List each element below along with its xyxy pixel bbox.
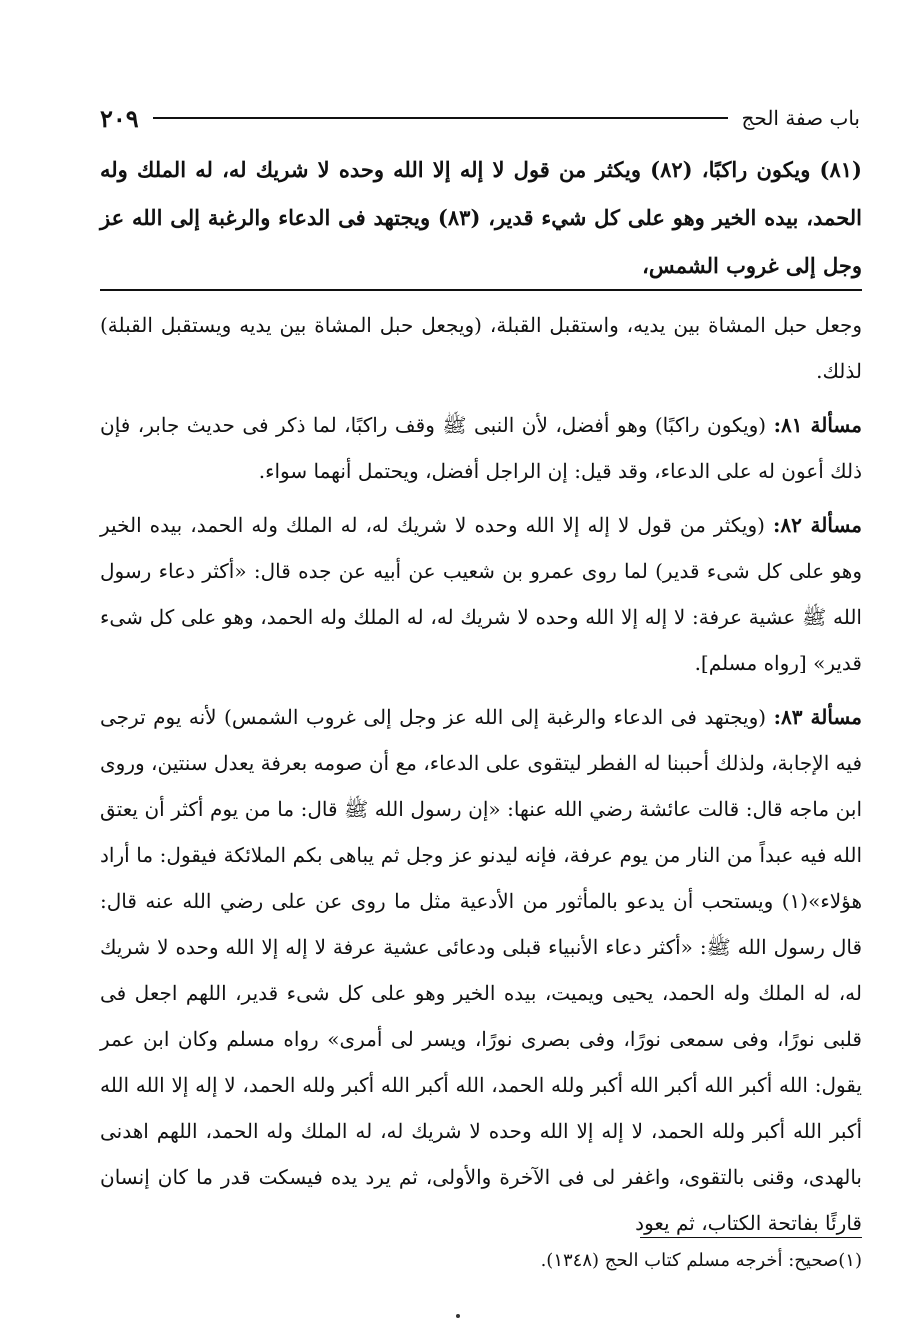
header-rule — [153, 117, 728, 119]
issue-82 — [100, 502, 862, 686]
commentary-intro: وجعل حبل المشاة بين يديه، واستقبل القبلة، (ويجعل حبل المشاة بين يديه ويستقبل القبلة) لذلك. — [100, 313, 862, 383]
issue-81-label: مسألة ٨١: — [773, 413, 862, 437]
issue-81 — [100, 402, 862, 494]
commentary — [100, 302, 862, 1254]
issue-82-text: (ويكثر من قول لا إله إلا الله وحده لا شريك له، له الملك وله الحمد، بيده الخير وهو على كل شىء قدير) لما روى عمرو بن شعيب عن أبيه عن جده قال: «أكثر دعاء رسول الله ﷺ عشية عرفة: لا إله إلا الله وحده لا شريك له، له الملك وله الحمد، وهو على كل شىء قدير» [رواه مسلم]. — [100, 513, 862, 675]
issue-83 — [100, 694, 862, 1246]
page-number: ٢٠٩ — [100, 103, 139, 133]
issue-83-text: (ويجتهد فى الدعاء والرغبة إلى الله عز وجل إلى غروب الشمس) لأنه يوم ترجى فيه الإجابة، ولذلك أحببنا له الفطر ليتقوى على الدعاء، مع أن صومه بعرفة يعدل سنتين، وروى ابن ماجه قال: قالت عائشة رضي الله عنها: «إن رسول الله ﷺ قال: ما من يوم أكثر أن يعتق الله فيه عبداً من النار من يوم عرفة، فإنه ليدنو عز وجل ثم يباهى بكم الملائكة فيقول: ما أراد هؤلاء»(١) ويستحب أن يدعو بالمأثور من الأدعية مثل ما روى عن على رضي الله عنه قال: قال رسول الله ﷺ: «أكثر دعاء الأنبياء قبلى ودعائى عشية عرفة لا إله إلا الله وحده لا شريك له، له الملك وله الحمد، يحيى ويميت، بيده الخير وهو على كل شىء قدير، اللهم اجعل فى قلبى نورًا، وفى سمعى نورًا، وفى بصرى نورًا، ويسر لى أمرى» رواه مسلم وكان ابن عمر يقول: الله أكبر الله أكبر الله أكبر ولله الحمد، الله أكبر الله أكبر ولله الحمد، لا إله إلا الله الله أكبر الله أكبر ولله الحمد، لا إله إلا الله وحده لا شريك له، له الملك وله الحمد، اللهم اهدنى بالهدى، وقنى بالتقوى، واغفر لى فى الآخرة والأولى، ثم يرد يده فيسكت قدر ما كان إنسان قارئًا بفاتحة الكتاب، ثم يعود — [100, 705, 863, 1235]
issue-81-text: (ويكون راكبًا) وهو أفضل، لأن النبى ﷺ وقف راكبًا، لما ذكر فى حديث جابر، فإن ذلك أعون له على الدعاء، وقد قيل: إن الراجل أفضل، ويحتمل أنهما سواء. — [100, 413, 862, 483]
scan-speck — [456, 1314, 460, 1318]
main-text-divider — [100, 289, 862, 291]
running-header — [100, 102, 860, 134]
issue-83-label: مسألة ٨٣: — [773, 705, 862, 729]
issue-82-label: مسألة ٨٢: — [773, 513, 862, 537]
chapter-title: باب صفة الحج — [741, 106, 860, 130]
footnote-rule — [640, 1237, 862, 1238]
footnote: (١)صحيح: أخرجه مسلم كتاب الحج (١٣٤٨). — [540, 1250, 862, 1271]
main-text: (٨١) ويكون راكبًا، (٨٢) ويكثر من قول لا إله إلا الله وحده لا شريك له، له الملك وله الحمد، بيده الخير وهو على كل شيء قدير، (٨٣) ويجتهد فى الدعاء والرغبة إلى الله عز وجل إلى غروب الشمس، — [100, 157, 862, 278]
